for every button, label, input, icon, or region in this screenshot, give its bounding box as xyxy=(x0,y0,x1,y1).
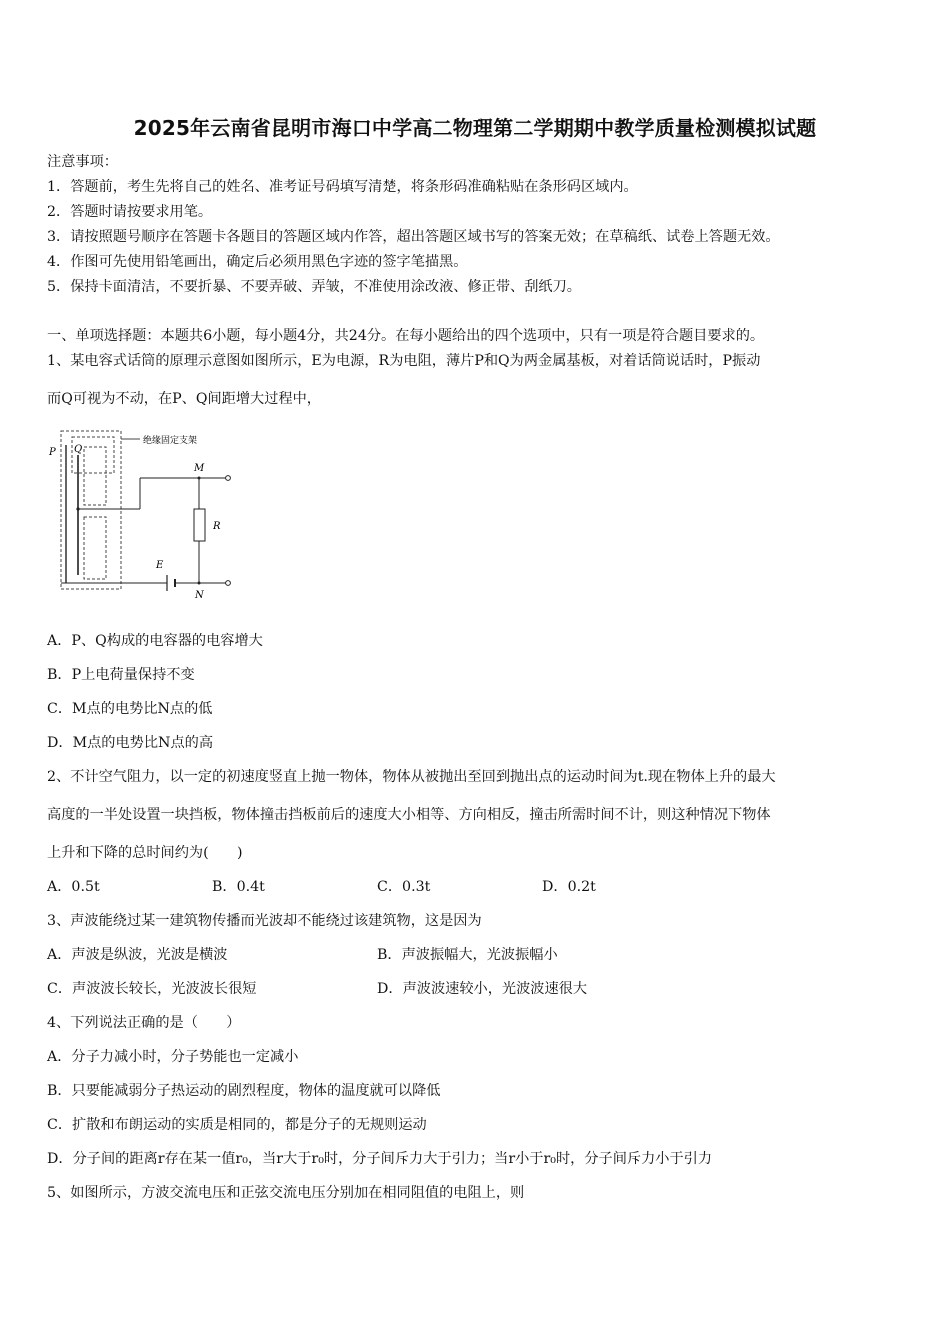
terminal-m xyxy=(226,476,231,481)
label-e: E xyxy=(156,560,164,571)
label-p: P xyxy=(49,447,56,458)
q3-stem: 3、声波能绕过某一建筑物传播而光波却不能绕过该建筑物，这是因为 xyxy=(47,913,482,929)
q4-option-c[interactable]: C．扩散和布朗运动的实质是相同的，都是分子的无规则运动 xyxy=(47,1117,427,1133)
q2-option-a[interactable]: A．0.5t xyxy=(47,879,100,895)
section-heading: 一、单项选择题：本题共6小题，每小题4分，共24分。在每小题给出的四个选项中，只有一项是符合题目要求的。 xyxy=(47,328,765,344)
q3-option-d[interactable]: D．声波波速较小，光波波速很大 xyxy=(377,981,588,997)
q3-option-a[interactable]: A．声波是纵波，光波是横波 xyxy=(47,947,228,963)
q2-option-b[interactable]: B．0.4t xyxy=(212,879,265,895)
label-n: N xyxy=(195,590,204,601)
notice-item-5: 5．保持卡面清洁，不要折暴、不要弄破、弄皱，不准使用涂改液、修正带、刮纸刀。 xyxy=(47,279,581,295)
q1-stem-line2: 而Q可视为不动，在P、Q间距增大过程中， xyxy=(47,391,321,407)
q3-option-b[interactable]: B．声波振幅大，光波振幅小 xyxy=(377,947,558,963)
resistor-r xyxy=(194,509,205,541)
q2-option-c[interactable]: C．0.3t xyxy=(377,879,431,895)
q1-stem-line1: 1、某电容式话筒的原理示意图如图所示，E为电源，R为电阻，薄片P和Q为两金属基板，对着话筒说话时，P振动 xyxy=(47,353,761,369)
page-title: 2025年云南省昆明市海口中学高二物理第二学期期中教学质量检测模拟试题 xyxy=(133,116,817,140)
notice-heading: 注意事项： xyxy=(47,154,118,170)
q4-option-a[interactable]: A．分子力减小时，分子势能也一定减小 xyxy=(47,1049,299,1065)
notice-item-4: 4．作图可先使用铅笔画出，确定后必须用黑色字迹的签字笔描黑。 xyxy=(47,254,468,270)
q1-circuit-diagram xyxy=(44,425,244,605)
q5-stem: 5、如图所示，方波交流电压和正弦交流电压分别加在相同阻值的电阻上，则 xyxy=(47,1185,525,1201)
q1-option-c[interactable]: C．M点的电势比N点的低 xyxy=(47,701,213,717)
q2-stem-line3: 上升和下降的总时间约为( ) xyxy=(47,845,243,861)
q4-option-b[interactable]: B．只要能减弱分子热运动的剧烈程度，物体的温度就可以降低 xyxy=(47,1083,441,1099)
label-r: R xyxy=(213,521,221,532)
q4-option-d[interactable]: D．分子间的距离r存在某一值r₀，当r大于r₀时，分子间斥力大于引力；当r小于r₀时，分子间斥力小于引力 xyxy=(47,1151,713,1167)
notice-item-2: 2．答题时请按要求用笔。 xyxy=(47,204,213,220)
q2-stem-line2: 高度的一半处设置一块挡板，物体撞击挡板前后的速度大小相等、方向相反，撞击所需时间不计，则这种情况下物体 xyxy=(47,807,771,823)
q2-option-d[interactable]: D．0.2t xyxy=(542,879,596,895)
q1-option-d[interactable]: D．M点的电势比N点的高 xyxy=(47,735,214,751)
q1-option-b[interactable]: B．P上电荷量保持不变 xyxy=(47,667,195,683)
q4-stem: 4、下列说法正确的是（ ） xyxy=(47,1015,241,1031)
notice-item-1: 1．答题前，考生先将自己的姓名、准考证号码填写清楚，将条形码准确粘贴在条形码区域内。 xyxy=(47,179,638,195)
label-m: M xyxy=(194,463,205,474)
support-label: 绝缘固定支架 xyxy=(143,436,198,446)
terminal-n xyxy=(226,581,231,586)
q3-option-c[interactable]: C．声波波长较长，光波波长很短 xyxy=(47,981,257,997)
q1-option-a[interactable]: A．P、Q构成的电容器的电容增大 xyxy=(47,633,263,649)
notice-item-3: 3．请按照题号顺序在答题卡各题目的答题区域内作答，超出答题区域书写的答案无效；在草稿纸、试卷上答题无效。 xyxy=(47,229,780,245)
label-q: Q xyxy=(74,444,83,455)
insulating-support xyxy=(61,431,121,589)
q2-stem-line1: 2、不计空气阻力，以一定的初速度竖直上抛一物体，物体从被抛出至回到抛出点的运动时间为t.现在物体上升的最大 xyxy=(47,769,776,785)
